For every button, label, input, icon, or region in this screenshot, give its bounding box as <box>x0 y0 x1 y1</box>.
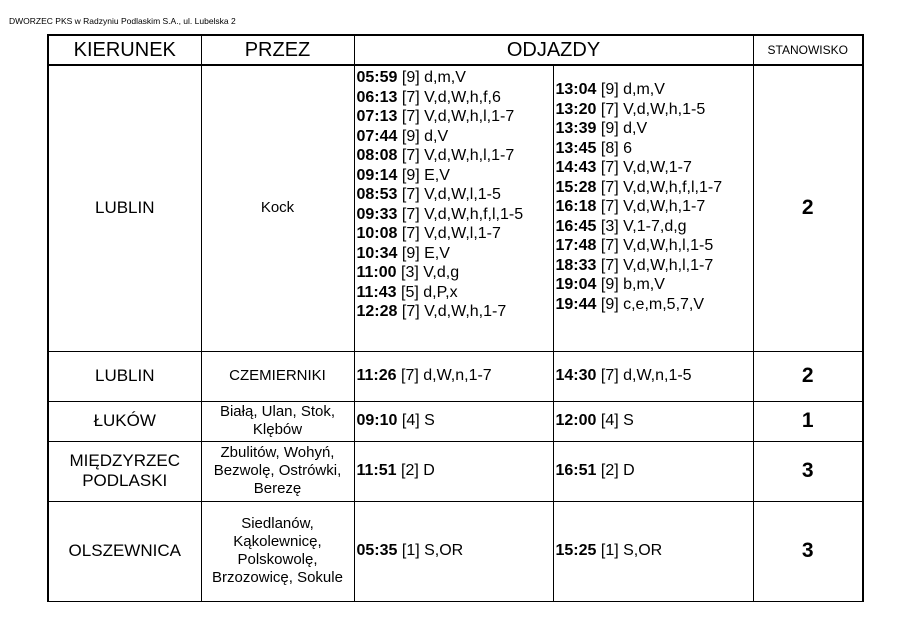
departures-right-cell <box>553 401 753 441</box>
departure-info: [9] b,m,V <box>596 276 665 293</box>
departure-time: 11:26 <box>356 367 397 385</box>
departure-time: 13:39 <box>555 120 597 137</box>
departure-entry <box>357 541 553 561</box>
cell-text-line: MIĘDZYRZEC <box>69 451 180 470</box>
departure-info: [4] S <box>596 412 634 430</box>
departure-entry <box>357 244 553 264</box>
table-header-row <box>48 35 863 65</box>
departure-entry <box>357 146 553 166</box>
departure-entry <box>556 411 753 431</box>
cell-text-line: Kąkolewnicę, <box>233 533 322 550</box>
via-cell <box>201 441 354 501</box>
departure-time: 13:04 <box>555 81 597 98</box>
departure-info: [7] V,d,W,h,1-5 <box>596 100 706 118</box>
departure-info: [7] V,d,W,h,f,l,1-7 <box>596 178 723 196</box>
departure-entry <box>556 295 753 315</box>
departure-entry <box>556 178 753 198</box>
departure-entry <box>556 100 753 120</box>
departure-info: [9] E,V <box>397 166 450 184</box>
direction-cell: LUBLIN <box>48 351 201 401</box>
departure-time: 07:13 <box>356 108 398 125</box>
departure-entry <box>556 541 753 561</box>
departure-time: 13:45 <box>555 139 597 157</box>
departure-info: [4] S <box>397 412 435 430</box>
departure-info: [1] S,OR <box>596 542 663 560</box>
departure-entry <box>357 127 553 147</box>
departure-info: [3] V,d,g <box>396 264 460 281</box>
column-header-platform: STANOWISKO <box>753 35 863 65</box>
column-header-departures: ODJAZDY <box>354 35 753 65</box>
via-cell: CZEMIERNIKI <box>201 351 354 401</box>
departure-time: 09:14 <box>356 166 398 184</box>
departure-time: 16:51 <box>555 462 597 480</box>
departure-info: [7] d,W,n,1-7 <box>396 367 492 385</box>
departure-entry <box>556 139 753 159</box>
platform-cell: 1 <box>753 401 863 441</box>
departure-info: [7] d,W,n,1-5 <box>596 367 692 385</box>
departure-info: [7] V,d,W,h,1-7 <box>397 303 507 320</box>
departure-info: [7] V,d,W,h,1-7 <box>596 198 706 215</box>
departure-entry <box>556 461 753 481</box>
via-cell <box>201 401 354 441</box>
via-cell: Kock <box>201 65 354 351</box>
departure-time: 11:00 <box>356 264 397 281</box>
departure-entry <box>556 256 753 276</box>
departure-time: 05:59 <box>356 69 398 86</box>
departure-time: 16:18 <box>555 198 597 215</box>
departure-info: [7] V,d,W,h,f,6 <box>397 88 501 106</box>
departure-entry <box>357 166 553 186</box>
column-header-via: PRZEZ <box>201 35 354 65</box>
departure-info: [7] V,d,W,h,l,1-7 <box>397 108 515 125</box>
column-header-direction: KIERUNEK <box>48 35 201 65</box>
cell-text-line: Polskowolę, <box>237 551 318 568</box>
table-row <box>48 501 863 601</box>
departure-entry <box>357 185 553 205</box>
departure-time: 06:13 <box>356 88 398 106</box>
departure-entry <box>357 263 553 283</box>
table-row <box>48 401 863 441</box>
departure-info: [9] c,e,m,5,7,V <box>596 295 705 313</box>
departure-info: [7] V,d,W,h,f,l,1-5 <box>397 205 524 223</box>
departure-time: 15:25 <box>555 542 597 560</box>
departure-time: 08:08 <box>356 147 398 164</box>
departure-time: 19:04 <box>555 276 597 293</box>
departure-info: [3] V,1-7,d,g <box>596 217 687 235</box>
departure-entry <box>357 88 553 108</box>
departure-info: [8] 6 <box>596 139 632 157</box>
departure-entry <box>357 205 553 225</box>
departure-entry <box>357 461 553 481</box>
departures-left-cell <box>354 65 553 351</box>
departure-entry <box>556 236 753 256</box>
departure-info: [9] E,V <box>397 244 450 262</box>
departure-entry <box>556 119 753 139</box>
cell-text-line: Siedlanów, <box>241 515 314 532</box>
departures-table <box>47 34 864 602</box>
departure-entry <box>357 366 553 386</box>
departure-entry <box>556 80 753 100</box>
departure-time: 15:28 <box>555 178 597 196</box>
page-header: DWORZEC PKS w Radzyniu Podlaskim S.A., ul. Lubelska 2 <box>9 16 236 26</box>
cell-text-line: Białą, Ulan, Stok, <box>219 403 336 420</box>
departures-right-cell <box>553 351 753 401</box>
departures-right-cell <box>553 65 753 351</box>
platform-cell: 3 <box>753 501 863 601</box>
departure-info: [2] D <box>596 462 635 480</box>
departure-time: 09:10 <box>356 412 398 430</box>
cell-text-line: Klębów <box>252 421 303 438</box>
departure-entry <box>556 217 753 237</box>
table-row <box>48 65 863 351</box>
departure-entry <box>357 411 553 431</box>
table-row <box>48 351 863 401</box>
cell-text-line: Bezwolę, Ostrówki, <box>213 462 342 479</box>
departures-left-cell <box>354 501 553 601</box>
departures-left-cell <box>354 351 553 401</box>
departure-time: 09:33 <box>356 205 398 223</box>
departure-info: [9] d,m,V <box>397 69 466 86</box>
departures-left-cell <box>354 401 553 441</box>
departure-time: 08:53 <box>356 186 398 203</box>
departures-left-cell <box>354 441 553 501</box>
departure-time: 16:45 <box>555 217 597 235</box>
departure-entry <box>556 197 753 217</box>
departure-time: 14:43 <box>555 159 597 176</box>
table-row <box>48 441 863 501</box>
departure-entry <box>357 283 553 303</box>
departure-entry <box>556 275 753 295</box>
departure-info: [7] V,d,W,h,l,1-7 <box>596 256 714 274</box>
via-cell <box>201 501 354 601</box>
departure-time: 11:43 <box>356 283 397 301</box>
departure-info: [1] S,OR <box>397 542 464 560</box>
departure-time: 12:28 <box>356 303 398 320</box>
departure-time: 17:48 <box>555 237 597 254</box>
departure-entry <box>556 366 753 386</box>
departure-time: 18:33 <box>555 256 597 274</box>
departure-info: [5] d,P,x <box>396 283 458 301</box>
departure-entry <box>357 107 553 127</box>
departure-info: [9] d,V <box>397 127 449 145</box>
departure-info: [7] V,d,W,h,l,1-7 <box>397 147 515 164</box>
departure-time: 13:20 <box>555 100 597 118</box>
platform-cell: 2 <box>753 65 863 351</box>
direction-cell: ŁUKÓW <box>48 401 201 441</box>
departure-entry <box>357 68 553 88</box>
departure-entry <box>357 302 553 322</box>
departures-right-cell <box>553 441 753 501</box>
departure-time: 19:44 <box>555 295 597 313</box>
departure-entry <box>556 158 753 178</box>
departure-info: [7] V,d,W,l,1-5 <box>397 186 501 203</box>
direction-cell: LUBLIN <box>48 65 201 351</box>
departure-time: 14:30 <box>555 367 597 385</box>
departure-info: [2] D <box>396 462 435 480</box>
departure-time: 11:51 <box>356 462 397 480</box>
direction-cell <box>48 441 201 501</box>
departures-right-cell <box>553 501 753 601</box>
departure-entry <box>357 224 553 244</box>
departure-time: 05:35 <box>356 542 398 560</box>
cell-text-line: Brzozowicę, Sokule <box>212 569 343 586</box>
departure-info: [7] V,d,W,1-7 <box>596 159 692 176</box>
departure-time: 12:00 <box>555 412 597 430</box>
cell-text-line: PODLASKI <box>82 471 168 490</box>
platform-cell: 2 <box>753 351 863 401</box>
direction-cell: OLSZEWNICA <box>48 501 201 601</box>
platform-cell: 3 <box>753 441 863 501</box>
cell-text-line: Berezę <box>253 480 302 497</box>
departure-time: 10:34 <box>356 244 398 262</box>
departure-time: 10:08 <box>356 225 398 242</box>
departure-time: 07:44 <box>356 127 398 145</box>
departure-info: [7] V,d,W,l,1-7 <box>397 225 501 242</box>
departure-info: [9] d,V <box>596 120 648 137</box>
departure-info: [7] V,d,W,h,l,1-5 <box>596 237 714 254</box>
cell-text-line: Zbulitów, Wohyń, <box>220 444 335 461</box>
departure-info: [9] d,m,V <box>596 81 665 98</box>
